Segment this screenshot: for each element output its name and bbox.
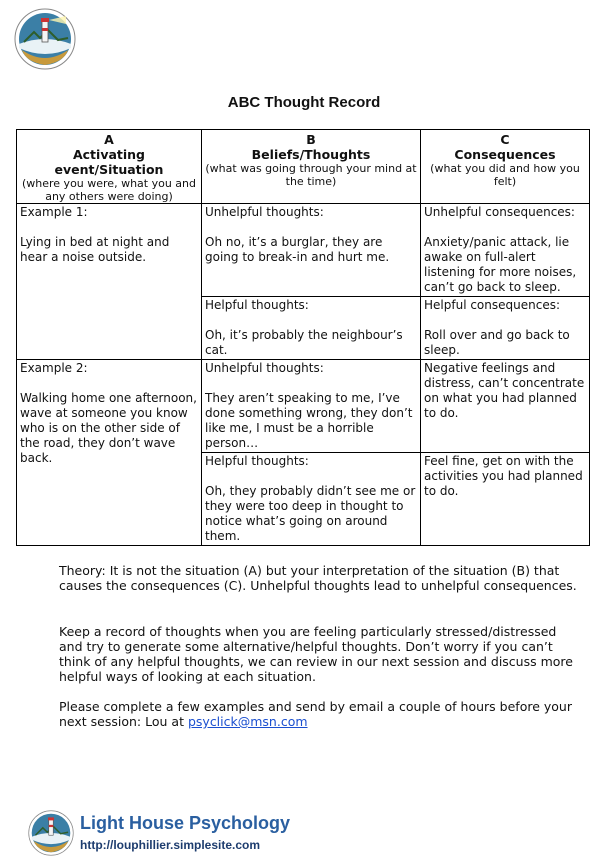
- table-row: [17, 204, 590, 297]
- example2-helpful-consequences-cell: [421, 453, 590, 546]
- header-a: [17, 130, 202, 204]
- header-c: [421, 130, 590, 204]
- example2-helpful-thoughts-cell: [202, 453, 421, 546]
- helpful-consequences-text: Feel fine, get on with the activities you had planned to do.: [424, 454, 583, 498]
- header-letter: C: [500, 132, 510, 147]
- example2-unhelpful-thoughts-cell: [202, 360, 421, 453]
- unhelpful-consequences-text: Negative feelings and distress, can’t concentrate on what you had planned to do.: [424, 361, 585, 420]
- table-row: [17, 360, 590, 453]
- header-letter: A: [104, 132, 114, 147]
- example2-situation-cell: [17, 360, 202, 546]
- header-subtitle: (what you did and how you felt): [430, 162, 580, 188]
- example1-unhelpful-thoughts-cell: [202, 204, 421, 297]
- abc-table: [16, 129, 590, 546]
- theory-paragraph: Theory: It is not the situation (A) but your interpretation of the situation (B) that causes the consequences (C). Unhelpful thoughts lead to unhelpful consequences.: [59, 563, 577, 593]
- page-title: ABC Thought Record: [227, 94, 381, 111]
- unhelpful-thoughts-label: Unhelpful thoughts:: [205, 361, 324, 375]
- header-subtitle: (where you were, what you and any others were doing): [21, 177, 196, 203]
- header-subtitle: (what was going through your mind at the time): [205, 162, 417, 188]
- helpful-consequences-label: Helpful consequences:: [424, 298, 561, 312]
- brand-url[interactable]: http://louphillier.simplesite.com: [80, 838, 261, 852]
- header-letter: B: [306, 132, 316, 147]
- lighthouse-logo-icon: [28, 810, 74, 856]
- unhelpful-thoughts-text: They aren’t speaking to me, I’ve done something wrong, they don’t like me, I must be a horrible person…: [205, 391, 413, 450]
- example1-unhelpful-consequences-cell: [421, 204, 590, 297]
- example2-unhelpful-consequences-cell: [421, 360, 590, 453]
- unhelpful-thoughts-text: Oh no, it’s a burglar, they are going to break-in and hurt me.: [205, 235, 390, 264]
- request-text: Please complete a few examples and send by email a couple of hours before your next session: Lou at: [59, 699, 572, 729]
- header-title: Consequences: [454, 147, 556, 162]
- unhelpful-thoughts-label: Unhelpful thoughts:: [205, 205, 324, 219]
- example1-helpful-consequences-cell: [421, 297, 590, 360]
- helpful-thoughts-text: Oh, they probably didn’t see me or they were too deep in thought to notice what’s going on around them.: [205, 484, 416, 543]
- header-title: Activating event/Situation: [54, 147, 164, 177]
- brand-name: Light House Psychology: [80, 813, 291, 833]
- helpful-thoughts-label: Helpful thoughts:: [205, 454, 309, 468]
- helpful-thoughts-label: Helpful thoughts:: [205, 298, 309, 312]
- example-label: Example 2:: [20, 361, 88, 375]
- unhelpful-consequences-label: Unhelpful consequences:: [424, 205, 575, 219]
- situation-text: Walking home one afternoon, wave at someone you know who is on the other side of the road, they don’t wave back.: [20, 391, 197, 465]
- header-row: [17, 130, 590, 204]
- email-link[interactable]: psyclick@msn.com: [187, 714, 308, 729]
- example-label: Example 1:: [20, 205, 88, 219]
- helpful-thoughts-text: Oh, it’s probably the neighbour’s cat.: [205, 328, 403, 357]
- lighthouse-logo-icon: [14, 8, 76, 70]
- example1-situation-cell: [17, 204, 202, 360]
- example1-helpful-thoughts-cell: [202, 297, 421, 360]
- header-b: [202, 130, 421, 204]
- request-paragraph: [59, 699, 583, 729]
- record-paragraph: Keep a record of thoughts when you are feeling particularly stressed/distressed and try to generate some alternative/helpful thoughts. Don’t worry if you can’t think of any helpful thoughts, we can review in our next session and discuss more helpful ways of looking at each situation.: [59, 624, 573, 684]
- unhelpful-consequences-text: Anxiety/panic attack, lie awake on full-alert listening for more noises, can’t go back to sleep.: [424, 235, 577, 294]
- situation-text: Lying in bed at night and hear a noise outside.: [20, 235, 170, 264]
- helpful-consequences-text: Roll over and go back to sleep.: [424, 328, 570, 357]
- header-title: Beliefs/Thoughts: [251, 147, 371, 162]
